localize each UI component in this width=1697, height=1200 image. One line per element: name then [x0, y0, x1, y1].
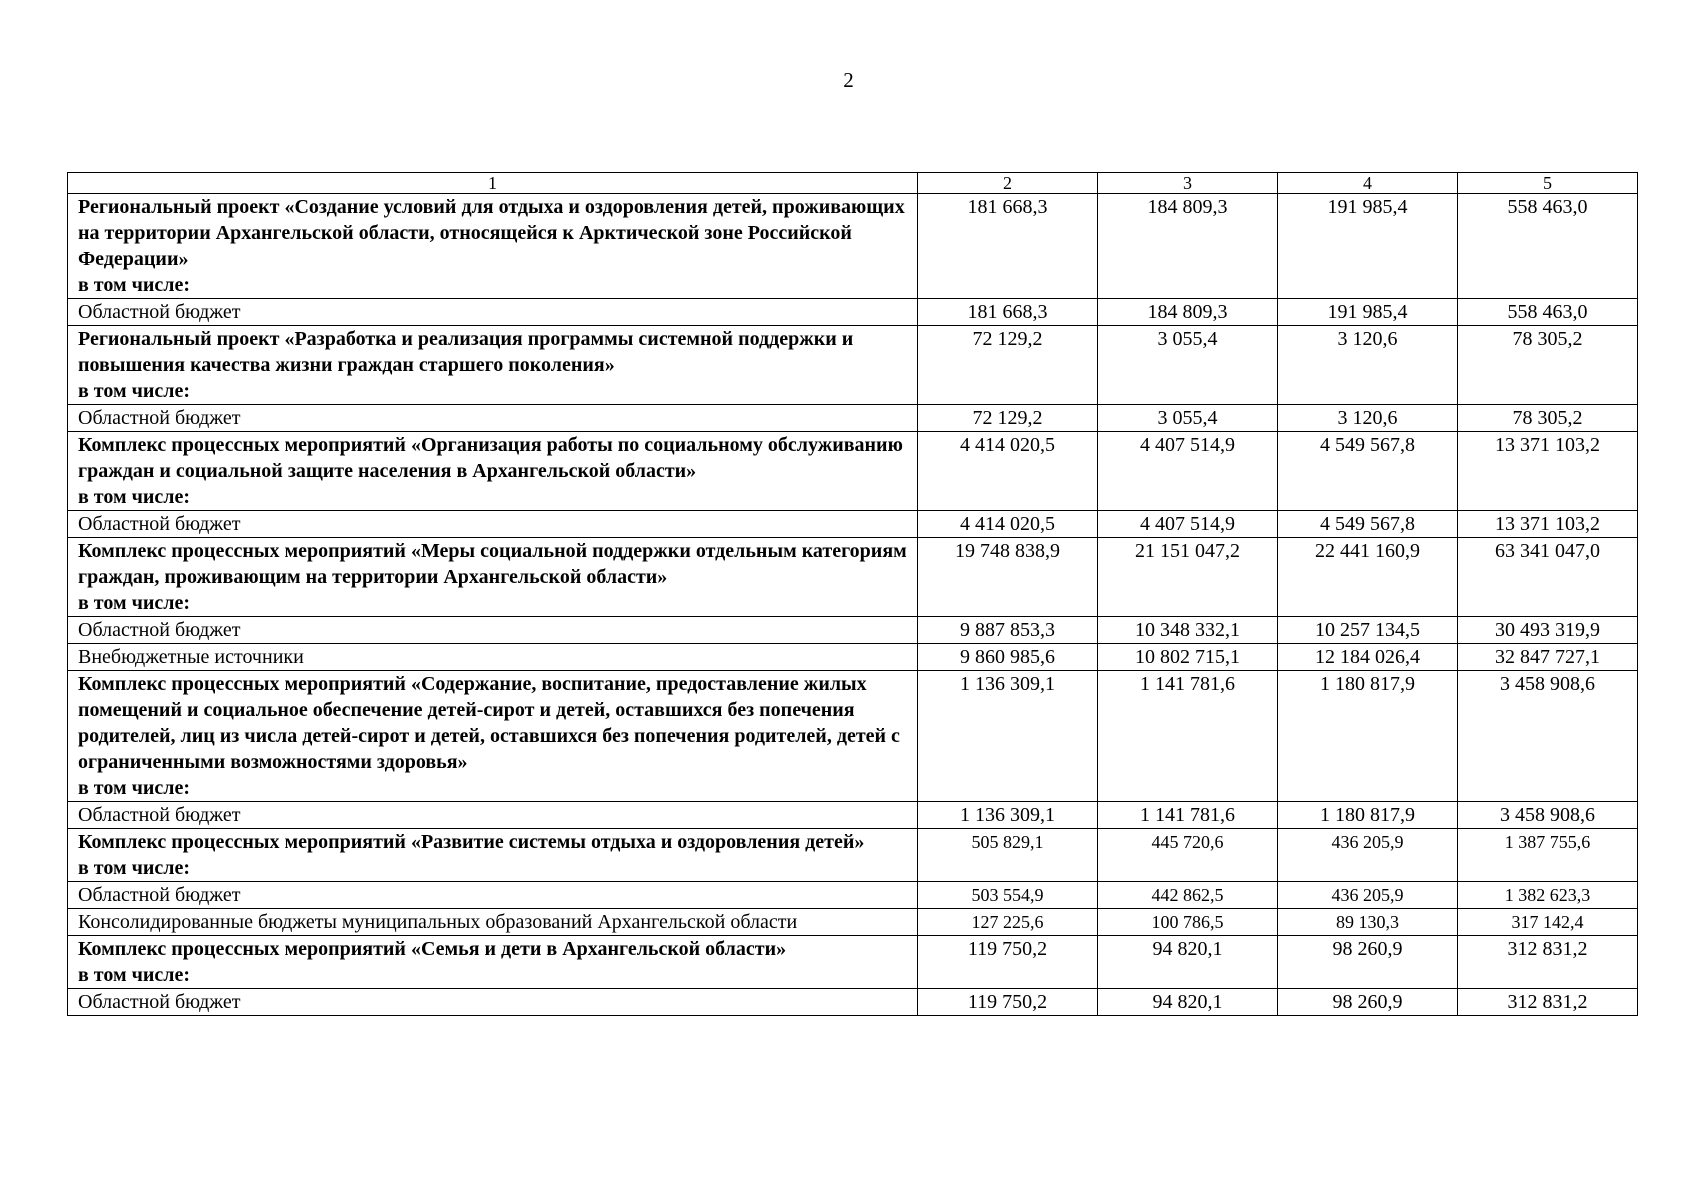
amount-cell-col3: 94 820,1 [1098, 936, 1278, 989]
funding-source-cell [68, 909, 918, 936]
program-name: Комплекс процессных мероприятий «Развитие системы отдыха и оздоровления детей» [78, 831, 865, 853]
program-name-cell [68, 936, 918, 989]
funding-source-name: Областной бюджет [78, 619, 241, 641]
including-label: в том числе: [78, 964, 191, 986]
program-name: Региональный проект «Создание условий для отдыха и оздоровления детей, проживающих на территории Архангельской области, относящейся к Арктической зоне Российской Федерации» [78, 196, 905, 270]
including-label: в том числе: [78, 274, 191, 296]
amount-cell-col4: 191 985,4 [1278, 299, 1458, 326]
amount-cell-col5: 78 305,2 [1458, 326, 1638, 405]
program-name: Региональный проект «Разработка и реализация программы системной поддержки и повышения качества жизни граждан старшего поколения» [78, 328, 854, 376]
amount-cell-col2: 1 136 309,1 [918, 671, 1098, 802]
amount-cell-col5: 13 371 103,2 [1458, 432, 1638, 511]
amount-cell-col3: 4 407 514,9 [1098, 432, 1278, 511]
amount-cell-col4: 10 257 134,5 [1278, 617, 1458, 644]
including-label: в том числе: [78, 777, 191, 799]
amount-cell-col4: 98 260,9 [1278, 936, 1458, 989]
including-label: в том числе: [78, 486, 191, 508]
amount-cell-col2: 1 136 309,1 [918, 802, 1098, 829]
amount-cell-col3: 3 055,4 [1098, 326, 1278, 405]
amount-cell-col2: 119 750,2 [918, 989, 1098, 1016]
column-number: 5 [1458, 173, 1638, 194]
funding-source-name: Областной бюджет [78, 804, 241, 826]
amount-cell-col3: 21 151 047,2 [1098, 538, 1278, 617]
amount-cell-col3: 184 809,3 [1098, 299, 1278, 326]
amount-cell-col4: 3 120,6 [1278, 405, 1458, 432]
including-label: в том числе: [78, 857, 191, 879]
amount-cell-col5: 13 371 103,2 [1458, 511, 1638, 538]
program-row [68, 829, 1638, 882]
funding-source-cell [68, 802, 918, 829]
amount-cell-col5: 63 341 047,0 [1458, 538, 1638, 617]
program-name-cell [68, 432, 918, 511]
amount-cell-col4: 4 549 567,8 [1278, 511, 1458, 538]
funding-source-cell [68, 405, 918, 432]
amount-cell-col4: 12 184 026,4 [1278, 644, 1458, 671]
funding-source-row [68, 405, 1638, 432]
amount-cell-col3: 1 141 781,6 [1098, 671, 1278, 802]
program-name: Комплекс процессных мероприятий «Содержание, воспитание, предоставление жилых помещений и социальное обеспечение детей-сирот и детей, оставшихся без попечения родителей, лиц из числа детей-сирот и детей, оставшихся без попечения родителей, детей с ограниченными возможностями здоровья» [78, 673, 900, 773]
amount-cell-col5: 558 463,0 [1458, 299, 1638, 326]
amount-cell-col3: 10 348 332,1 [1098, 617, 1278, 644]
column-number: 1 [68, 173, 918, 194]
amount-cell-col3: 442 862,5 [1098, 882, 1278, 909]
funding-source-name: Областной бюджет [78, 884, 241, 906]
amount-cell-col2: 4 414 020,5 [918, 432, 1098, 511]
amount-cell-col2: 72 129,2 [918, 326, 1098, 405]
table-body [68, 194, 1638, 1016]
amount-cell-col2: 9 860 985,6 [918, 644, 1098, 671]
funding-source-row [68, 299, 1638, 326]
column-number-row [68, 173, 1638, 194]
amount-cell-col5: 78 305,2 [1458, 405, 1638, 432]
funding-source-row [68, 989, 1638, 1016]
amount-cell-col2: 181 668,3 [918, 299, 1098, 326]
program-name-cell [68, 671, 918, 802]
program-row [68, 671, 1638, 802]
amount-cell-col2: 72 129,2 [918, 405, 1098, 432]
amount-cell-col3: 184 809,3 [1098, 194, 1278, 299]
program-name: Комплекс процессных мероприятий «Меры социальной поддержки отдельным категориям граждан, проживающим на территории Архангельской области» [78, 540, 907, 588]
amount-cell-col4: 191 985,4 [1278, 194, 1458, 299]
page-number: 2 [843, 68, 854, 92]
amount-cell-col2: 119 750,2 [918, 936, 1098, 989]
amount-cell-col4: 1 180 817,9 [1278, 802, 1458, 829]
amount-cell-col5: 30 493 319,9 [1458, 617, 1638, 644]
amount-cell-col5: 1 382 623,3 [1458, 882, 1638, 909]
funding-source-name: Консолидированные бюджеты муниципальных образований Архангельской области [78, 911, 798, 933]
funding-source-name: Областной бюджет [78, 301, 241, 323]
program-name-cell [68, 194, 918, 299]
funding-source-cell [68, 644, 918, 671]
funding-source-name: Областной бюджет [78, 513, 241, 535]
funding-source-cell [68, 299, 918, 326]
funding-source-name: Областной бюджет [78, 407, 241, 429]
amount-cell-col3: 445 720,6 [1098, 829, 1278, 882]
amount-cell-col4: 89 130,3 [1278, 909, 1458, 936]
amount-cell-col5: 312 831,2 [1458, 936, 1638, 989]
including-label: в том числе: [78, 380, 191, 402]
amount-cell-col2: 9 887 853,3 [918, 617, 1098, 644]
funding-source-name: Областной бюджет [78, 991, 241, 1013]
funding-source-cell [68, 617, 918, 644]
amount-cell-col2: 181 668,3 [918, 194, 1098, 299]
amount-cell-col5: 3 458 908,6 [1458, 671, 1638, 802]
program-row [68, 432, 1638, 511]
amount-cell-col2: 4 414 020,5 [918, 511, 1098, 538]
including-label: в том числе: [78, 592, 191, 614]
program-name: Комплекс процессных мероприятий «Организация работы по социальному обслуживанию граждан и социальной защите населения в Архангельской области» [78, 434, 903, 482]
program-name: Комплекс процессных мероприятий «Семья и дети в Архангельской области» [78, 938, 787, 960]
amount-cell-col4: 3 120,6 [1278, 326, 1458, 405]
funding-source-cell [68, 511, 918, 538]
program-name-cell [68, 538, 918, 617]
amount-cell-col5: 317 142,4 [1458, 909, 1638, 936]
funding-source-name: Внебюджетные источники [78, 646, 304, 668]
funding-source-row [68, 617, 1638, 644]
funding-source-row [68, 909, 1638, 936]
column-number: 4 [1278, 173, 1458, 194]
amount-cell-col5: 312 831,2 [1458, 989, 1638, 1016]
amount-cell-col2: 503 554,9 [918, 882, 1098, 909]
program-row [68, 936, 1638, 989]
program-row [68, 538, 1638, 617]
amount-cell-col4: 98 260,9 [1278, 989, 1458, 1016]
program-name-cell [68, 326, 918, 405]
amount-cell-col5: 3 458 908,6 [1458, 802, 1638, 829]
funding-source-cell [68, 882, 918, 909]
funding-source-row [68, 511, 1638, 538]
column-number: 3 [1098, 173, 1278, 194]
program-row [68, 194, 1638, 299]
funding-source-cell [68, 989, 918, 1016]
program-name-cell [68, 829, 918, 882]
amount-cell-col3: 3 055,4 [1098, 405, 1278, 432]
amount-cell-col3: 94 820,1 [1098, 989, 1278, 1016]
amount-cell-col4: 436 205,9 [1278, 882, 1458, 909]
program-row [68, 326, 1638, 405]
amount-cell-col4: 22 441 160,9 [1278, 538, 1458, 617]
budget-table [67, 172, 1638, 1016]
amount-cell-col3: 100 786,5 [1098, 909, 1278, 936]
funding-source-row [68, 644, 1638, 671]
amount-cell-col5: 32 847 727,1 [1458, 644, 1638, 671]
funding-source-row [68, 802, 1638, 829]
amount-cell-col2: 19 748 838,9 [918, 538, 1098, 617]
amount-cell-col2: 127 225,6 [918, 909, 1098, 936]
amount-cell-col4: 1 180 817,9 [1278, 671, 1458, 802]
amount-cell-col4: 436 205,9 [1278, 829, 1458, 882]
amount-cell-col3: 4 407 514,9 [1098, 511, 1278, 538]
amount-cell-col3: 10 802 715,1 [1098, 644, 1278, 671]
column-number: 2 [918, 173, 1098, 194]
amount-cell-col5: 558 463,0 [1458, 194, 1638, 299]
amount-cell-col2: 505 829,1 [918, 829, 1098, 882]
funding-source-row [68, 882, 1638, 909]
amount-cell-col3: 1 141 781,6 [1098, 802, 1278, 829]
amount-cell-col5: 1 387 755,6 [1458, 829, 1638, 882]
amount-cell-col4: 4 549 567,8 [1278, 432, 1458, 511]
